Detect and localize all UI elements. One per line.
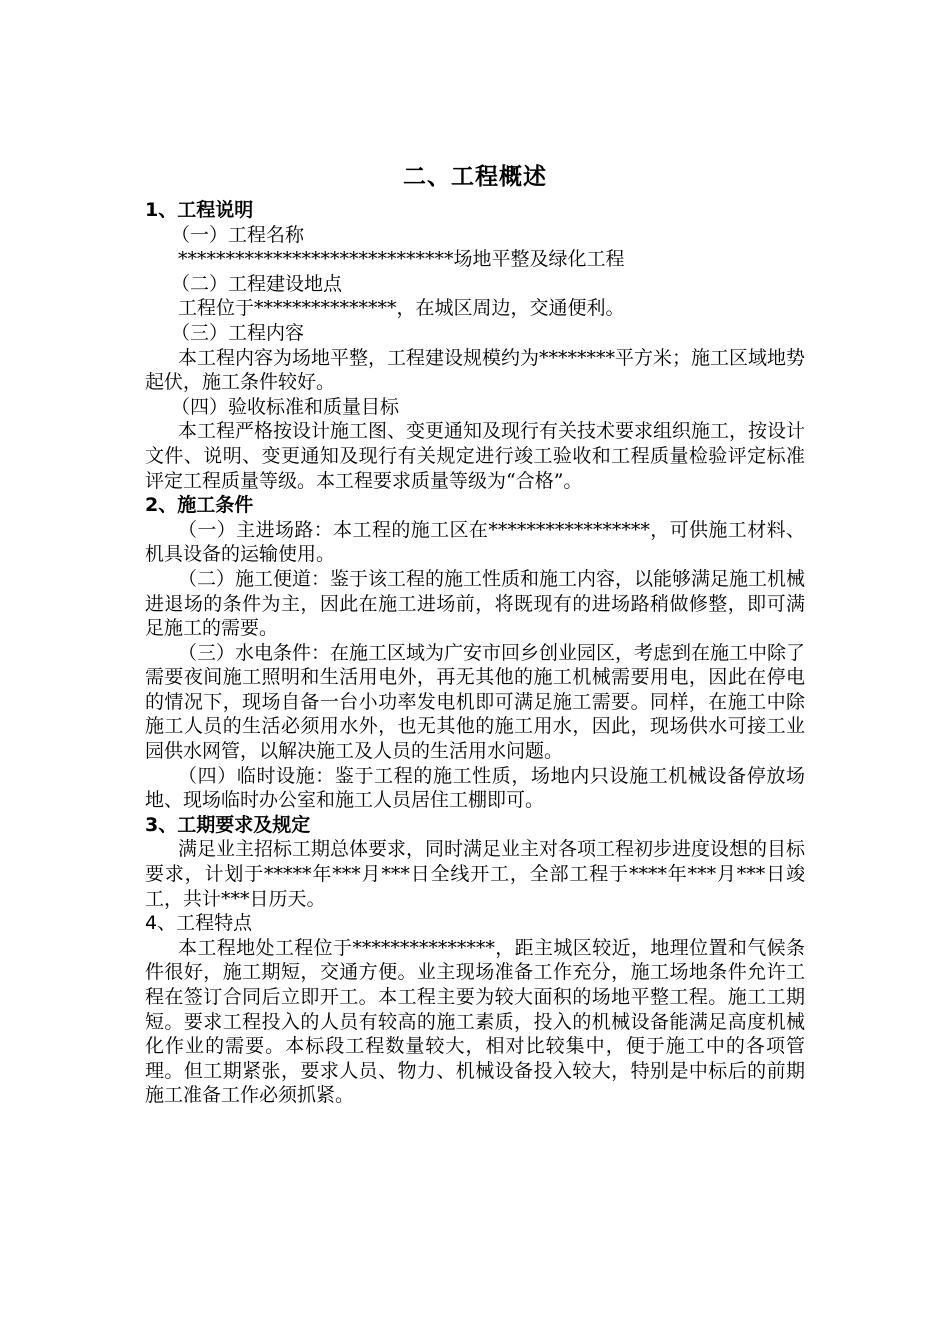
- section-heading-3: 3、工期要求及规定: [145, 813, 311, 836]
- standard-text: 本工程严格按设计施工图、变更通知及现行有关技术要求组织施工，按设计文件、说明、变更通知及现行有关规定进行竣工验收和工程质量检验评定标准评定工程质量等级。本工程要求质量等级为“合格”。: [145, 420, 806, 492]
- page-title: 二、工程概述: [403, 164, 547, 190]
- conditions-paragraph-2: （二）施工便道：鉴于该工程的施工性质和施工内容，以能够满足施工机械进退场的条件为主，因此在施工进场前，将既现有的进场路稍做修整，即可满足施工的需要。: [145, 567, 806, 640]
- location-text: 工程位于***************，在城区周边，交通便利。: [178, 297, 625, 320]
- subheading-location: （二）工程建设地点: [171, 272, 343, 295]
- section-heading-2: 2、施工条件: [145, 494, 254, 517]
- subheading-project-name: （一）工程名称: [171, 223, 305, 246]
- subheading-content: （三）工程内容: [171, 321, 305, 344]
- project-name-text: *****************************场地平整及绿化工程: [178, 248, 625, 271]
- schedule-paragraph: 满足业主招标工期总体要求，同时满足业主对各项工程初步进度设想的目标要求，计划于*****年***月***日全线开工，全部工程于****年***月***日竣工，共计***日历天。: [145, 838, 806, 910]
- section-heading-4: 4、工程特点: [145, 912, 253, 935]
- section-heading-1: 1、工程说明: [145, 199, 254, 221]
- conditions-paragraph-4: （四）临时设施：鉴于工程的施工性质，场地内只设施工机械设备停放场地、现场临时办公室和施工人员居住工棚即可。: [145, 764, 805, 812]
- conditions-paragraph-1: （一）主进场路：本工程的施工区在*****************，可供施工材料、机具设备的运输使用。: [145, 518, 805, 566]
- features-paragraph: 本工程地处工程位于***************，距主城区较近，地理位置和气候条件很好，施工期短，交通方便。业主现场准备工作充分，施工场地条件允许工程在签订合同后立即开工。本工程主要为较大面积的场地平整工程。施工工期短。要求工程投入的人员有较高的施工素质，投入的机械设备能满足高度机械化作业的需要。本标段工程数量较大，相对比较集中，便于施工中的各项管理。但工期紧张，要求人员、物力、机械设备投入较大，特别是中标后的前期施工准备工作必须抓紧。: [145, 936, 805, 1107]
- document-body: [145, 198, 805, 1108]
- subheading-standard: （四）验收标准和质量目标: [171, 395, 400, 418]
- conditions-paragraph-3: （三）水电条件：在施工区域为广安市回乡创业园区，考虑到在施工中除了需要夜间施工照明和生活用电外，再无其他的施工机械需要用电，因此在停电的情况下，现场自备一台小功率发电机即可满足施工需要。同样，在施工中除施工人员的生活必须用水外，也无其他的施工用水，因此，现场供水可接工业园供水网管，以解决施工及人员的生活用水问题。: [145, 641, 806, 763]
- content-text: 本工程内容为场地平整，工程建设规模约为********平方米；施工区域地势起伏，施工条件较好。: [145, 346, 806, 394]
